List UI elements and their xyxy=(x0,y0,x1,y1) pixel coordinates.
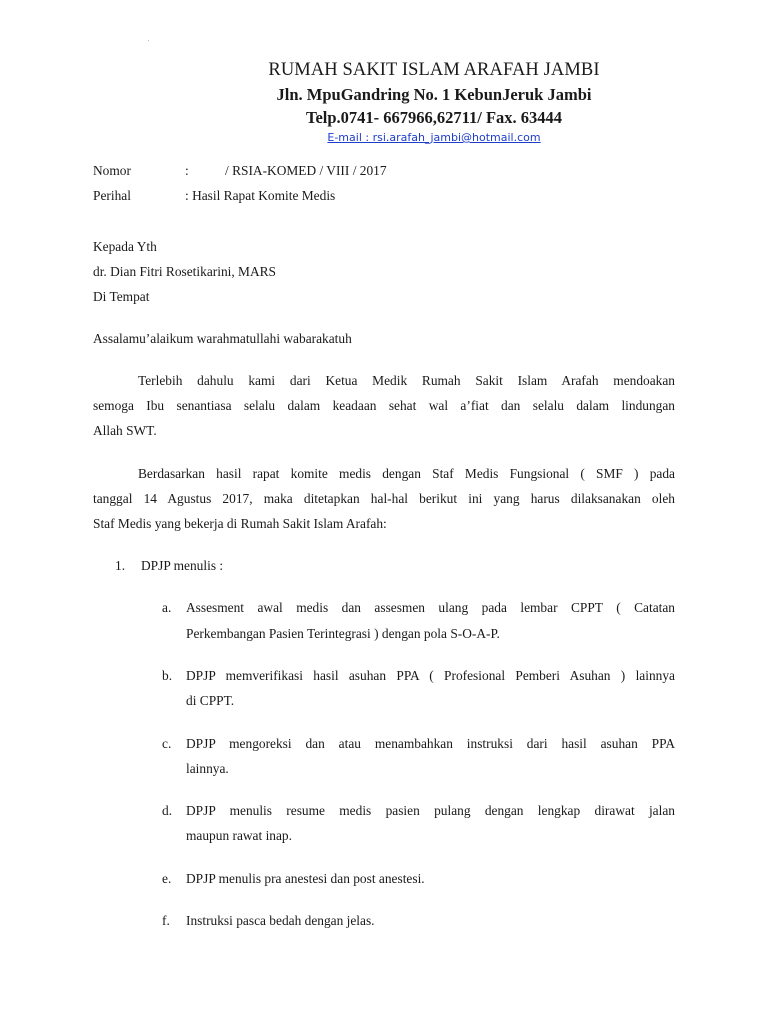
recipient-line-1: Kepada Yth xyxy=(93,239,157,254)
recipient-line-2: dr. Dian Fitri Rosetikarini, MARS xyxy=(93,264,277,279)
subitem-a-letter: a. xyxy=(162,600,172,615)
paragraph-2-line-2: tanggal 14 Agustus 2017, maka ditetapkan hal-hal berikut ini yang harus dilaksanakan oleh xyxy=(93,491,675,506)
subitem-b-line-2: di CPPT. xyxy=(186,693,235,708)
paragraph-1-line-2: semoga Ibu senantiasa selalu dalam keadaan sehat wal a’fiat dan selalu dalam lindungan xyxy=(93,398,675,413)
paragraph-2-line-1: Berdasarkan hasil rapat komite medis dengan Staf Medis Fungsional ( SMF ) pada xyxy=(138,466,675,481)
subitem-a-line-1: Assesment awal medis dan assesmen ulang pada lembar CPPT ( Catatan xyxy=(186,600,675,615)
paragraph-1-line-1: Terlebih dahulu kami dari Ketua Medik Rumah Sakit Islam Arafah mendoakan xyxy=(138,373,675,388)
subitem-c-letter: c. xyxy=(162,736,172,751)
subitem-b-letter: b. xyxy=(162,668,173,683)
subitem-d-letter: d. xyxy=(162,803,173,818)
perihal-value: : Hasil Rapat Komite Medis xyxy=(185,188,336,203)
nomor-label: Nomor xyxy=(93,163,131,178)
list-item-1-number: 1. xyxy=(115,558,126,573)
subitem-e-letter: e. xyxy=(162,871,172,886)
nomor-value: / RSIA-KOMED / VIII / 2017 xyxy=(225,163,387,178)
email-link[interactable]: E-mail : rsi.arafah_jambi@hotmail.com xyxy=(327,131,541,144)
perihal-label: Perihal xyxy=(93,188,131,203)
subitem-d-line-1: DPJP menulis resume medis pasien pulang dengan lengkap dirawat jalan xyxy=(186,803,675,818)
recipient-line-3: Di Tempat xyxy=(93,289,150,304)
subitem-b-line-1: DPJP memverifikasi hasil asuhan PPA ( Profesional Pemberi Asuhan ) lainnya xyxy=(186,668,675,683)
subitem-c-line-2: lainnya. xyxy=(186,761,229,776)
hospital-phone: Telp.0741- 667966,62711/ Fax. 63444 xyxy=(305,108,563,127)
paragraph-2-line-3: Staf Medis yang bekerja di Rumah Sakit Islam Arafah: xyxy=(93,516,387,531)
paragraph-1-line-3: Allah SWT. xyxy=(93,423,157,438)
subitem-f-line-1: Instruksi pasca bedah dengan jelas. xyxy=(186,913,375,928)
subitem-d-line-2: maupun rawat inap. xyxy=(186,828,292,843)
hospital-email xyxy=(0,131,768,144)
subitem-f-letter: f. xyxy=(162,913,170,928)
scan-speck xyxy=(148,40,149,41)
subitem-c-line-1: DPJP mengoreksi dan atau menambahkan instruksi dari hasil asuhan PPA xyxy=(186,736,675,751)
nomor-colon: : xyxy=(185,163,189,178)
hospital-name: RUMAH SAKIT ISLAM ARAFAH JAMBI xyxy=(268,60,600,80)
hospital-address: Jln. MpuGandring No. 1 KebunJeruk Jambi xyxy=(276,85,592,104)
greeting: Assalamu’alaikum warahmatullahi wabarakatuh xyxy=(93,331,352,346)
subitem-a-line-2: Perkembangan Pasien Terintegrasi ) dengan pola S-O-A-P. xyxy=(186,626,500,641)
subitem-e-line-1: DPJP menulis pra anestesi dan post anestesi. xyxy=(186,871,425,886)
list-item-1-text: DPJP menulis : xyxy=(141,558,224,573)
